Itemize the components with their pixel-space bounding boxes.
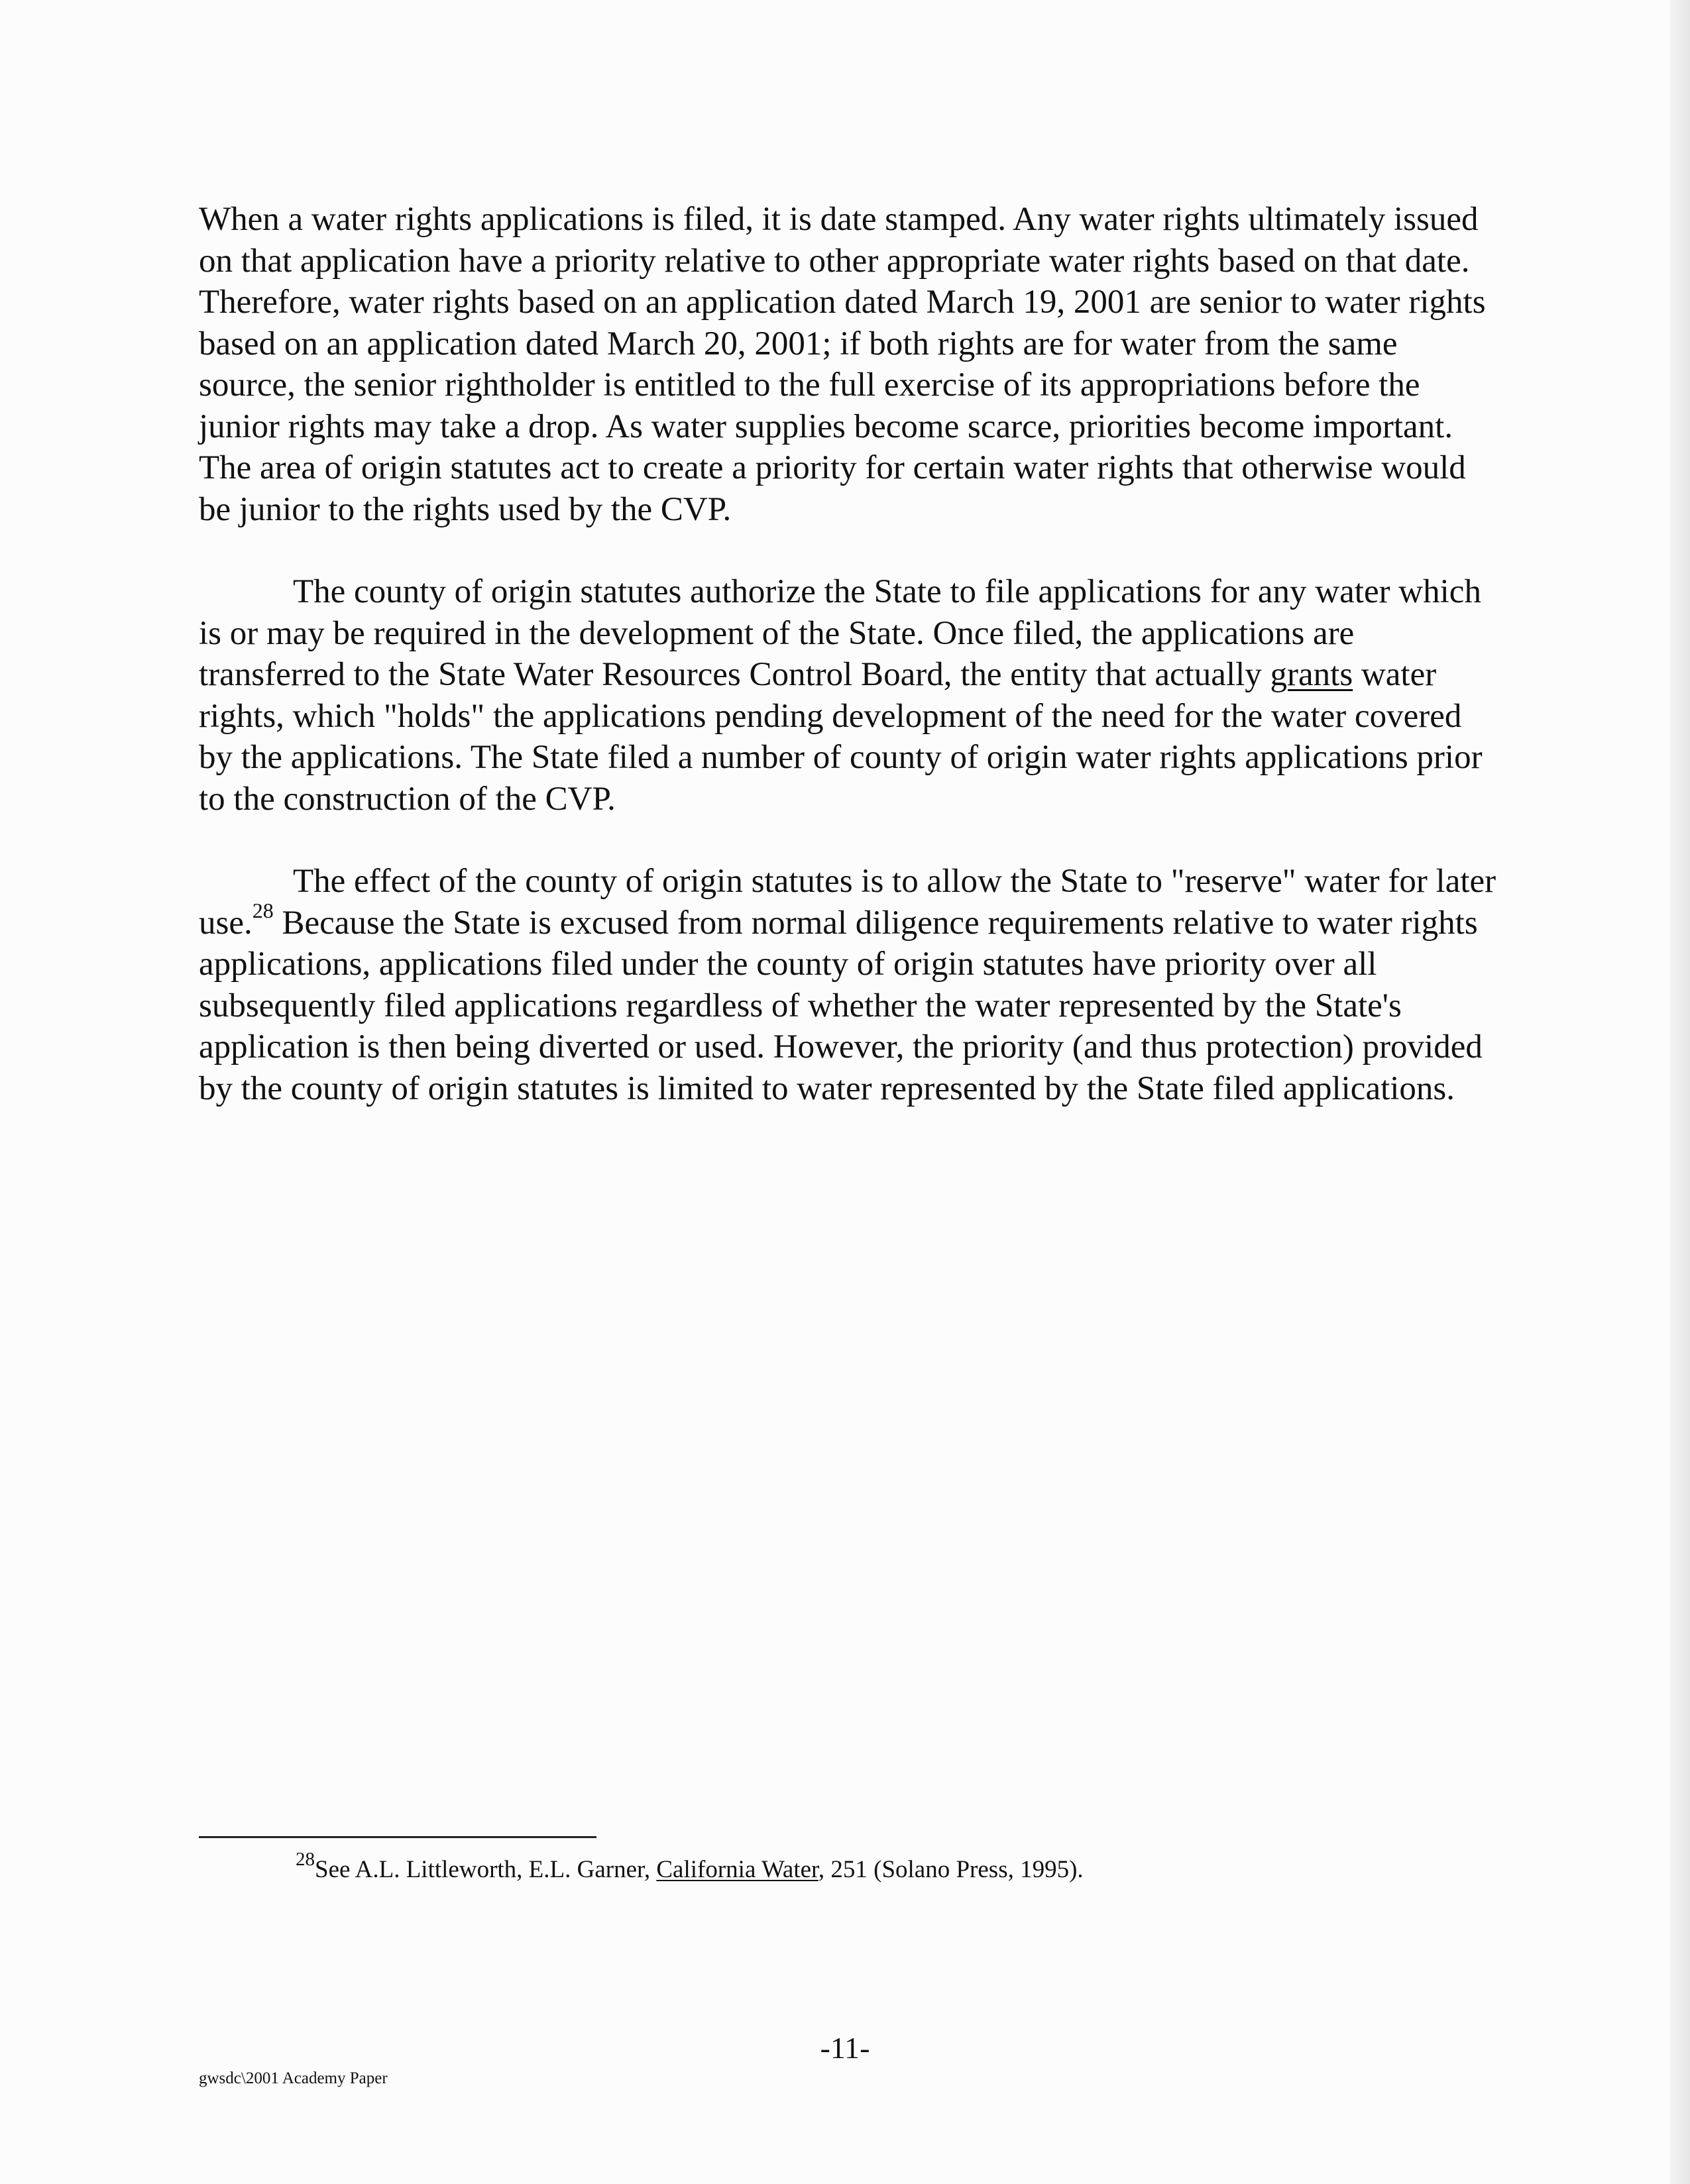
- paragraph-3-text-start: The effect of the county of origin statutes is to allow the State to "reserve" water for later use.: [199, 863, 1496, 942]
- file-reference: gwsdc\2001 Academy Paper: [199, 2069, 388, 2087]
- body-text: [199, 199, 1498, 1150]
- footnote-prefix: See A.L. Littleworth, E.L. Garner,: [315, 1856, 657, 1883]
- footnote-title: California Water: [656, 1856, 818, 1883]
- page-number: -11-: [820, 2031, 870, 2065]
- paragraph-3: [199, 861, 1498, 1109]
- paragraph-2: [199, 571, 1498, 820]
- footnote-reference: 28: [252, 898, 274, 922]
- page-edge-shadow: [1670, 0, 1690, 2184]
- footnote-separator: [199, 1836, 596, 1838]
- paragraph-2-text-end: water rights, which "holds" the applications pending development of the need for the water covered by the applications. The State filed a number of county of origin water rights applications prior to the construction of the CVP.: [199, 656, 1483, 818]
- footnote: [296, 1849, 1489, 1886]
- paragraph-1: [199, 199, 1498, 530]
- paragraph-1-text: When a water rights applications is filed, it is date stamped. Any water rights ultimately issued on that application have a priority relative to other appropriate water rights based on that date. Therefore, water rights based on an application dated March 19, 2001 are senior to water rights based on an application dated March 20, 2001; if both rights are for water from the same source, the senior rightholder is entitled to the full exercise of its appropriations before the junior rights may take a drop. As water supplies become scarce, priorities become important. The area of origin statutes act to create a priority for certain water rights that otherwise would be junior to the rights used by the CVP.: [199, 201, 1486, 528]
- footnote-number: 28: [296, 1849, 315, 1870]
- footnote-suffix: , 251 (Solano Press, 1995).: [818, 1856, 1084, 1883]
- underlined-word-grants: grants: [1270, 656, 1353, 693]
- paragraph-2-text-start: The county of origin statutes authorize the State to file applications for any water which is or may be required in the development of the State. Once filed, the applications are transferred to the State Water Resources Control Board, the entity that actually: [199, 573, 1481, 693]
- paragraph-3-text-end: Because the State is excused from normal diligence requirements relative to water rights applications, applications filed under the county of origin statutes have priority over all subsequently filed applications regardless of whether the water represented by the State's application is then being diverted or used. However, the priority (and thus protection) provided by the county of origin statutes is limited to water represented by the State filed applications.: [199, 904, 1483, 1107]
